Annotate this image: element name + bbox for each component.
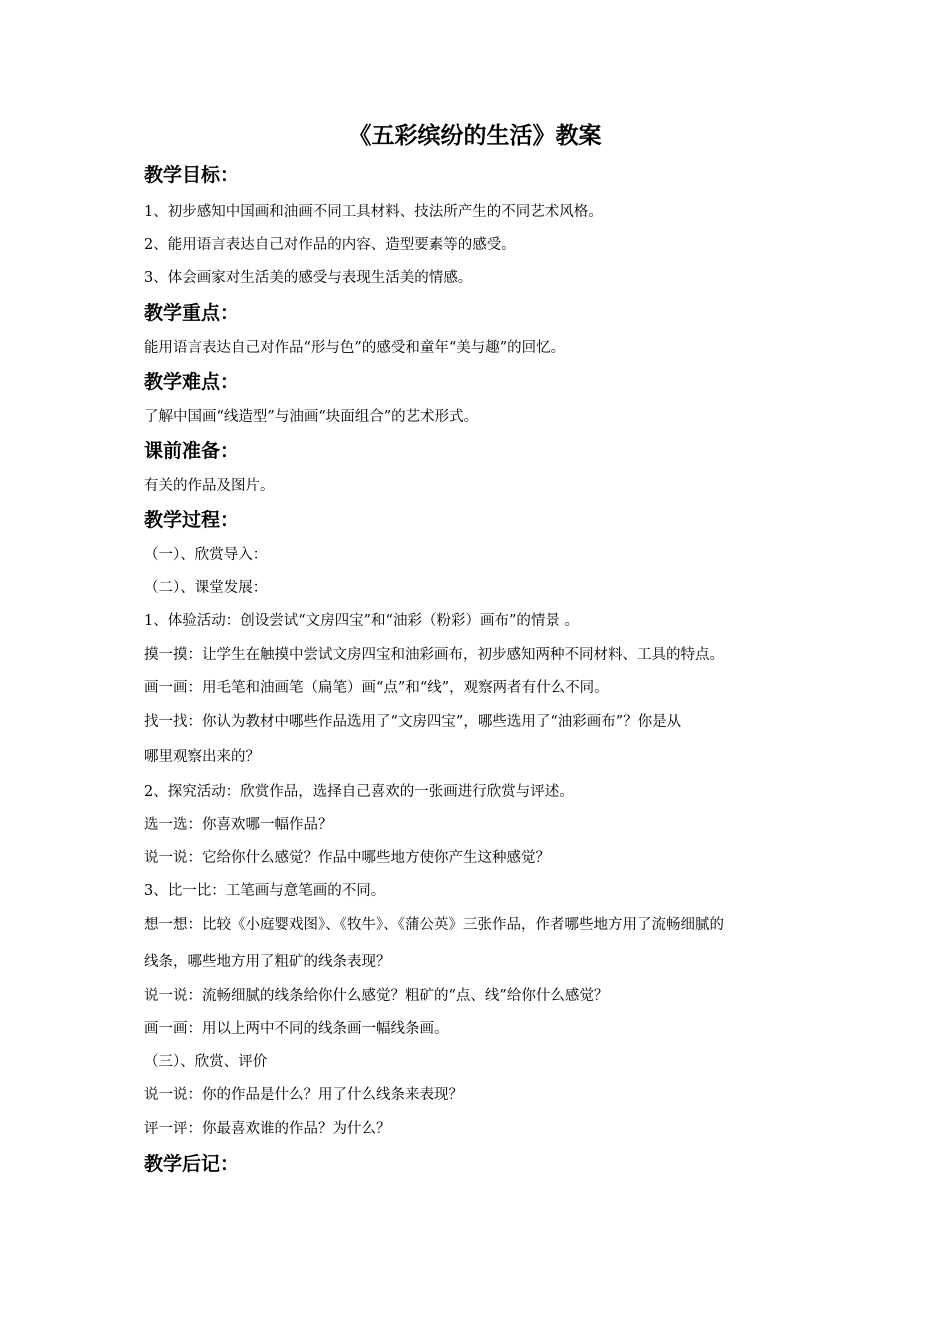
process-line: 选一选：你喜欢哪一幅作品？ [144,817,333,833]
process-line: 3、比一比：工笔画与意笔画的不同。 [144,883,386,899]
process-line: 画一画：用以上两中不同的线条画一幅线条画。 [144,1021,449,1037]
process-line: 画一画：用毛笔和油画笔（扁笔）画“点”和“线”，观察两者有什么不同。 [144,680,609,696]
process-line: （一）、欣赏导入： [144,547,268,563]
difficulties-text: 了解中国画“线造型”与油画“块面组合”的艺术形式。 [144,409,479,425]
objective-item-1: 1、初步感知中国画和油画不同工具材料、技法所产生的不同艺术风格。 [144,204,603,220]
objectives-heading: 教学目标： [144,164,240,186]
process-line: 评一评：你最喜欢谁的作品？为什么？ [144,1121,391,1137]
document-title: 《五彩缤纷的生活》教案 [348,122,602,149]
afterword-heading: 教学后记： [144,1153,240,1175]
process-line: 摸一摸：让学生在触摸中尝试文房四宝和油彩画布，初步感知两种不同材料、工具的特点。 [144,647,724,663]
process-line: 找一找：你认为教材中哪些作品选用了“文房四宝”，哪些选用了“油彩画布”？你是从 [144,714,682,730]
process-line: 说一说：流畅细腻的线条给你什么感觉？粗矿的“点、线”给你什么感觉？ [144,988,609,1004]
process-line: 想一想：比较《小庭婴戏图》、《牧牛》、《蒲公英》三张作品，作者哪些地方用了流畅细腻的 [144,917,724,933]
difficulties-heading: 教学难点： [144,371,240,393]
preparation-heading: 课前准备： [144,440,240,462]
key-points-heading: 教学重点： [144,302,240,324]
process-line: 哪里观察出来的？ [144,749,260,765]
preparation-text: 有关的作品及图片。 [144,478,275,494]
process-line: （二）、课堂发展： [144,580,268,596]
process-line: 2、探究活动：欣赏作品，选择自己喜欢的一张画进行欣赏与评述。 [144,784,574,800]
process-line: （三）、欣赏、评价 [144,1054,268,1070]
objective-item-2: 2、能用语言表达自己对作品的内容、造型要素等的感受。 [144,237,516,253]
process-line: 线条，哪些地方用了粗矿的线条表现？ [144,954,391,970]
process-heading: 教学过程： [144,509,240,531]
objective-item-3: 3、体会画家对生活美的感受与表现生活美的情感。 [144,270,473,286]
key-points-text: 能用语言表达自己对作品“形与色”的感受和童年“美与趣”的回忆。 [144,340,566,356]
process-line: 说一说：它给你什么感觉？作品中哪些地方使你产生这种感觉？ [144,850,550,866]
process-line: 1、体验活动：创设尝试“文房四宝”和“油彩（粉彩）画布”的情景 。 [144,613,579,629]
process-line: 说一说：你的作品是什么？用了什么线条来表现？ [144,1087,463,1103]
